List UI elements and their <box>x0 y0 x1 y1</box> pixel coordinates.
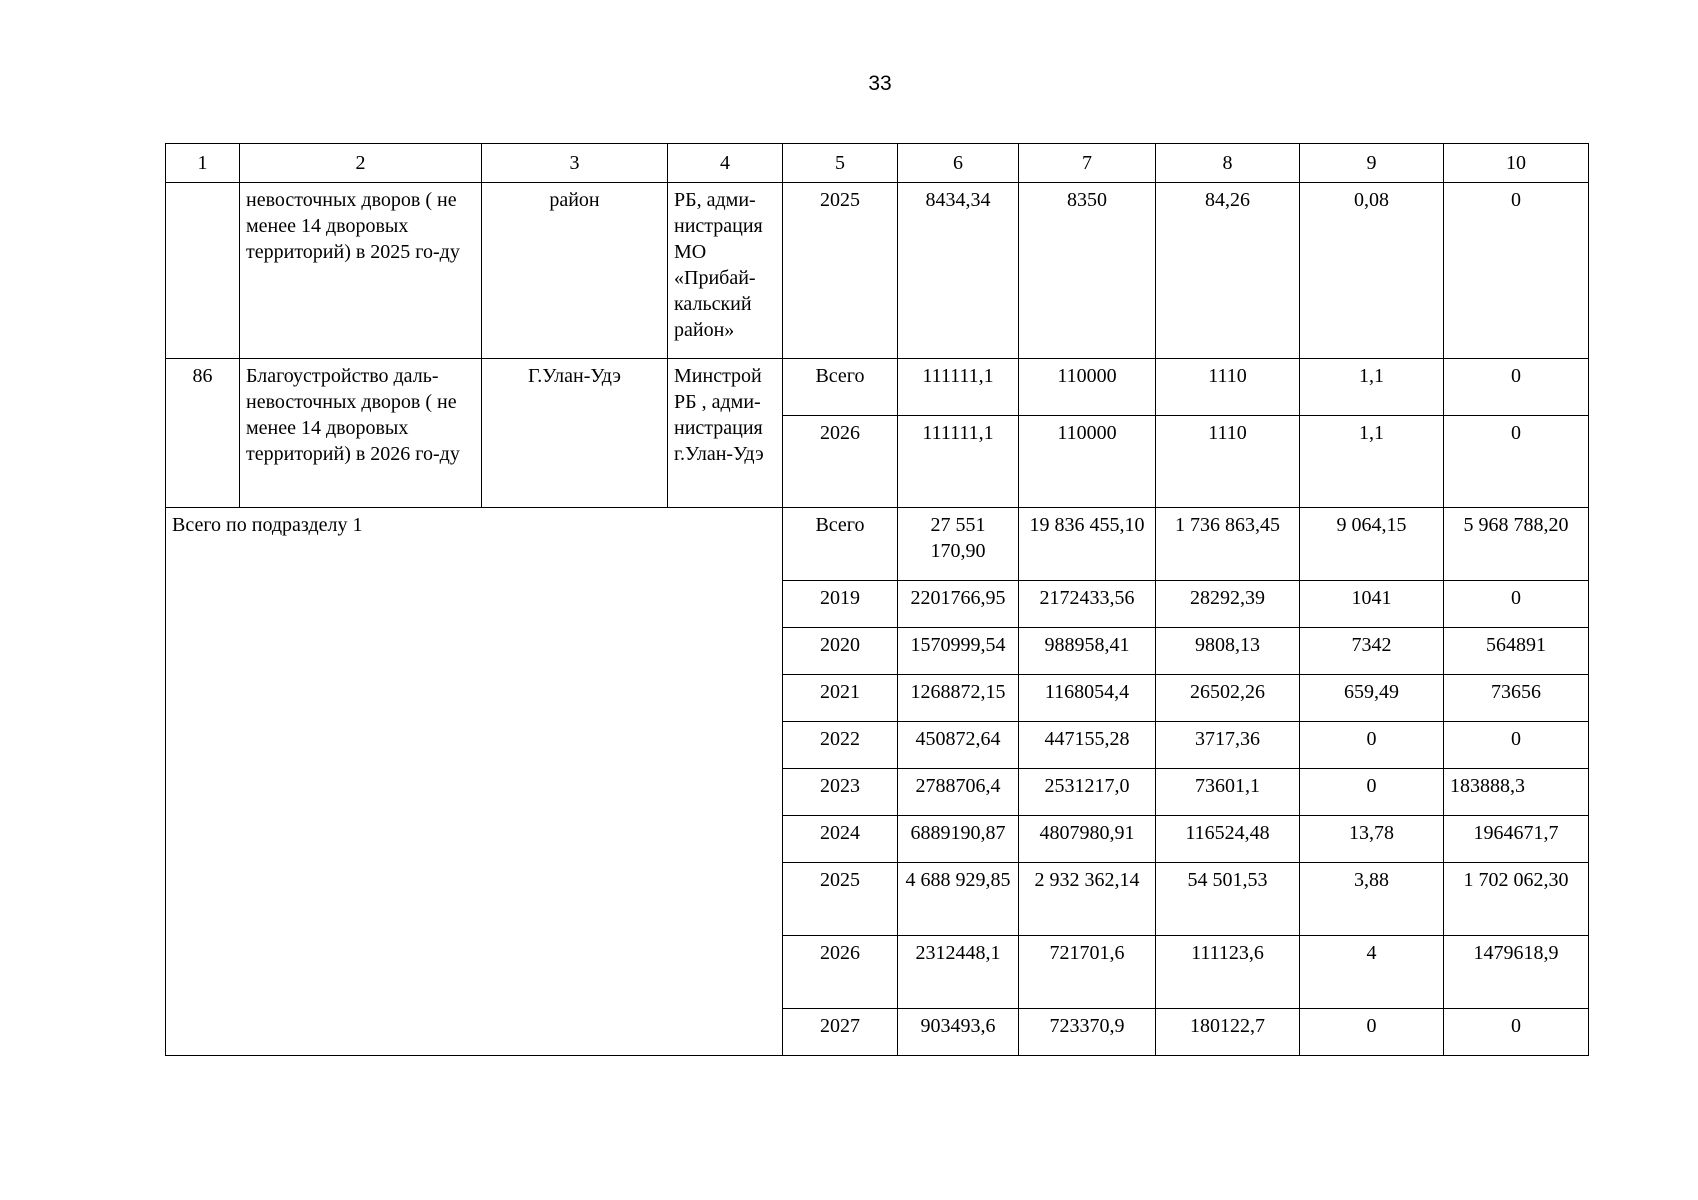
value-cell: 1168054,4 <box>1019 675 1156 722</box>
value-cell: 450872,64 <box>898 722 1019 769</box>
header-cell: 6 <box>898 144 1019 183</box>
value-cell: 1041 <box>1300 581 1444 628</box>
year-cell: 2025 <box>783 863 898 936</box>
row-number-cell <box>166 183 240 359</box>
year-cell: Всего <box>783 359 898 416</box>
year-cell: 2026 <box>783 416 898 508</box>
program-table <box>165 143 1589 1056</box>
header-cell: 5 <box>783 144 898 183</box>
value-cell: 27 551 170,90 <box>898 508 1019 581</box>
value-cell: 0 <box>1444 1009 1589 1056</box>
value-cell: 2788706,4 <box>898 769 1019 816</box>
year-cell: 2027 <box>783 1009 898 1056</box>
value-cell: 1 702 062,30 <box>1444 863 1589 936</box>
value-cell: 1268872,15 <box>898 675 1019 722</box>
value-cell: 19 836 455,10 <box>1019 508 1156 581</box>
year-cell: 2026 <box>783 936 898 1009</box>
value-cell: 0,08 <box>1300 183 1444 359</box>
value-cell: 0 <box>1444 359 1589 416</box>
header-cell: 3 <box>482 144 668 183</box>
total-row <box>166 508 1589 581</box>
year-cell: 2024 <box>783 816 898 863</box>
year-cell: 2019 <box>783 581 898 628</box>
value-cell: 180122,7 <box>1156 1009 1300 1056</box>
value-cell: 0 <box>1444 581 1589 628</box>
event-name-cell: невосточных дворов ( не менее 14 дворовых территорий) в 2025 го-ду <box>240 183 482 359</box>
value-cell: 111111,1 <box>898 416 1019 508</box>
header-cell: 9 <box>1300 144 1444 183</box>
location-cell: Г.Улан-Удэ <box>482 359 668 508</box>
row-number-cell: 86 <box>166 359 240 508</box>
value-cell: 4807980,91 <box>1019 816 1156 863</box>
value-cell: 0 <box>1300 722 1444 769</box>
value-cell: 2 932 362,14 <box>1019 863 1156 936</box>
value-cell: 3,88 <box>1300 863 1444 936</box>
value-cell: 7342 <box>1300 628 1444 675</box>
location-cell: район <box>482 183 668 359</box>
value-cell: 564891 <box>1444 628 1589 675</box>
value-cell: 13,78 <box>1300 816 1444 863</box>
value-cell: 4 688 929,85 <box>898 863 1019 936</box>
value-cell: 84,26 <box>1156 183 1300 359</box>
value-cell: 1110 <box>1156 416 1300 508</box>
value-cell: 659,49 <box>1300 675 1444 722</box>
value-cell: 54 501,53 <box>1156 863 1300 936</box>
value-cell: 447155,28 <box>1019 722 1156 769</box>
value-cell: 2531217,0 <box>1019 769 1156 816</box>
value-cell: 110000 <box>1019 359 1156 416</box>
value-cell: 1,1 <box>1300 359 1444 416</box>
year-cell: Всего <box>783 508 898 581</box>
value-cell: 2312448,1 <box>898 936 1019 1009</box>
value-cell: 1964671,7 <box>1444 816 1589 863</box>
value-cell: 26502,26 <box>1156 675 1300 722</box>
header-cell: 2 <box>240 144 482 183</box>
year-cell: 2022 <box>783 722 898 769</box>
executor-cell: Минстрой РБ , адми-нистрация г.Улан-Удэ <box>668 359 783 508</box>
value-cell: 3717,36 <box>1156 722 1300 769</box>
value-cell: 1110 <box>1156 359 1300 416</box>
table-row <box>166 183 1589 359</box>
value-cell: 0 <box>1444 183 1589 359</box>
value-cell: 111111,1 <box>898 359 1019 416</box>
value-cell: 723370,9 <box>1019 1009 1156 1056</box>
value-cell: 2201766,95 <box>898 581 1019 628</box>
value-cell: 1 736 863,45 <box>1156 508 1300 581</box>
value-cell: 1,1 <box>1300 416 1444 508</box>
page-number: 33 <box>868 72 892 95</box>
value-cell: 73656 <box>1444 675 1589 722</box>
year-cell: 2020 <box>783 628 898 675</box>
value-cell: 116524,48 <box>1156 816 1300 863</box>
value-cell: 110000 <box>1019 416 1156 508</box>
header-row <box>166 144 1589 183</box>
header-cell: 4 <box>668 144 783 183</box>
year-cell: 2023 <box>783 769 898 816</box>
value-cell: 8350 <box>1019 183 1156 359</box>
value-cell: 903493,6 <box>898 1009 1019 1056</box>
executor-cell: РБ, адми-нистрация МО «Прибай-кальский район» <box>668 183 783 359</box>
header-cell: 10 <box>1444 144 1589 183</box>
value-cell: 28292,39 <box>1156 581 1300 628</box>
value-cell: 4 <box>1300 936 1444 1009</box>
value-cell: 6889190,87 <box>898 816 1019 863</box>
value-cell: 2172433,56 <box>1019 581 1156 628</box>
value-cell: 0 <box>1444 722 1589 769</box>
event-name-cell: Благоустройство даль-невосточных дворов ( не менее 14 дворовых территорий) в 2026 го-ду <box>240 359 482 508</box>
value-cell: 0 <box>1300 769 1444 816</box>
value-cell: 1570999,54 <box>898 628 1019 675</box>
value-cell: 9 064,15 <box>1300 508 1444 581</box>
value-cell: 5 968 788,20 <box>1444 508 1589 581</box>
value-cell: 8434,34 <box>898 183 1019 359</box>
value-cell: 183888,3 <box>1444 769 1589 816</box>
value-cell: 0 <box>1300 1009 1444 1056</box>
value-cell: 73601,1 <box>1156 769 1300 816</box>
value-cell: 9808,13 <box>1156 628 1300 675</box>
table-row <box>166 359 1589 416</box>
header-cell: 7 <box>1019 144 1156 183</box>
year-cell: 2025 <box>783 183 898 359</box>
header-cell: 1 <box>166 144 240 183</box>
value-cell: 721701,6 <box>1019 936 1156 1009</box>
value-cell: 0 <box>1444 416 1589 508</box>
value-cell: 988958,41 <box>1019 628 1156 675</box>
header-cell: 8 <box>1156 144 1300 183</box>
year-cell: 2021 <box>783 675 898 722</box>
subtotal-label: Всего по подразделу 1 <box>166 508 783 1056</box>
value-cell: 111123,6 <box>1156 936 1300 1009</box>
value-cell: 1479618,9 <box>1444 936 1589 1009</box>
